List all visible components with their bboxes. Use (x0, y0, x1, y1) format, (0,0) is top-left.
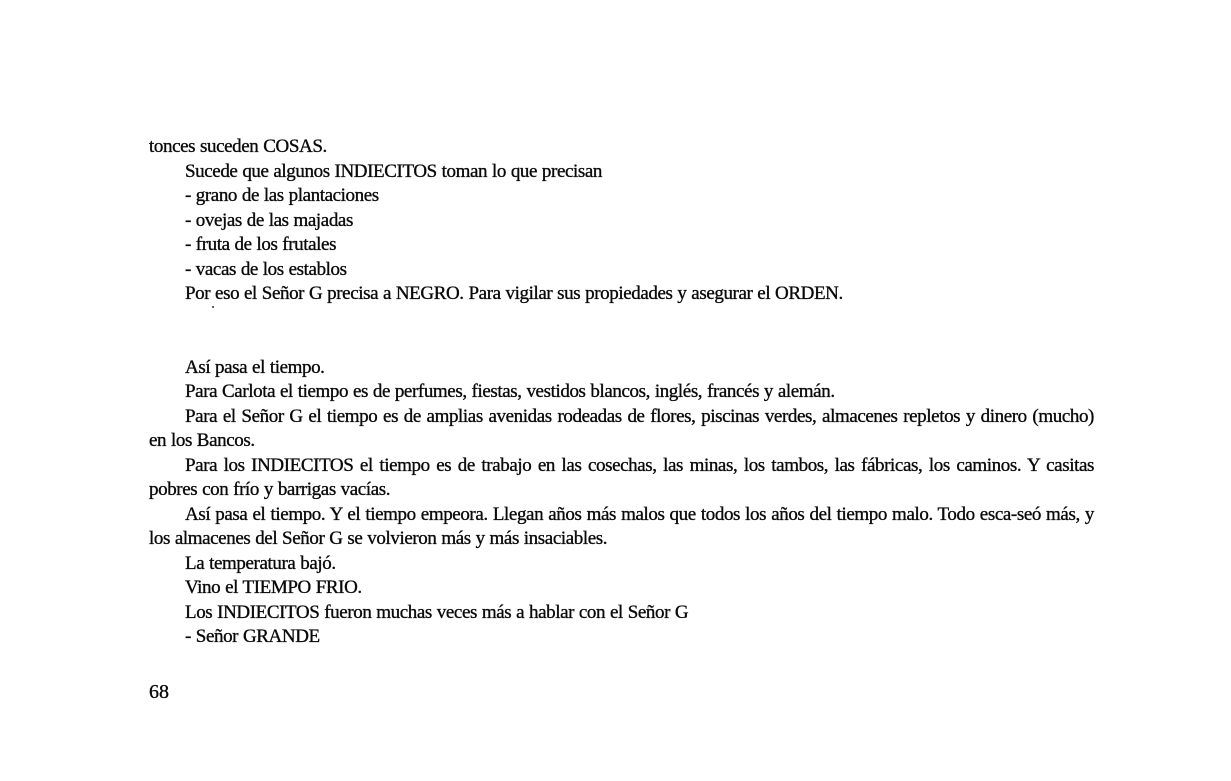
list-item: - grano de las plantaciones (185, 185, 379, 206)
text-line: Sucede que algunos INDIECITOS toman lo que precisan (185, 160, 603, 182)
list-item: - ovejas de las majadas (185, 209, 353, 231)
text-line: tonces suceden COSAS. (149, 136, 327, 157)
page-number: 68 (149, 681, 169, 703)
text-line: Por eso el Señor G precisa a NEGRO. Para vigilar sus propiedades y asegurar el ORDEN. (185, 283, 843, 304)
paragraph: Así pasa el tiempo. Y el tiempo empeora. Llegan años más malos que todos los años del tiempo malo. Todo esca-seó más, y los almacenes del Señor G se volvieron más y más insaciables. (149, 503, 1094, 549)
text-line: Así pasa el tiempo. (185, 356, 325, 378)
text-line: Vino el TIEMPO FRIO. (185, 577, 362, 598)
text-line: La temperatura bajó. (185, 552, 336, 574)
paragraph-gap (149, 307, 1094, 356)
list-item: - Señor GRANDE (185, 626, 320, 647)
list-item: - vacas de los establos (185, 258, 347, 280)
text-line: Los INDIECITOS fueron muchas veces más a hablar con el Señor G (185, 601, 689, 623)
text-line: Para Carlota el tiempo es de perfumes, fiestas, vestidos blancos, inglés, francés y alemán. (185, 381, 835, 402)
paragraph: Para el Señor G el tiempo es de amplias avenidas rodeadas de flores, piscinas verdes, almacenes repletos y dinero (mucho) en los Bancos. (149, 405, 1094, 451)
list-item: - fruta de los frutales (185, 234, 337, 255)
scan-speck (212, 306, 214, 308)
paragraph: Para los INDIECITOS el tiempo es de trabajo en las cosechas, las minas, los tambos, las fábricas, los caminos. Y casitas pobres con frío y barrigas vacías. (149, 454, 1094, 500)
body-text (149, 135, 1094, 650)
